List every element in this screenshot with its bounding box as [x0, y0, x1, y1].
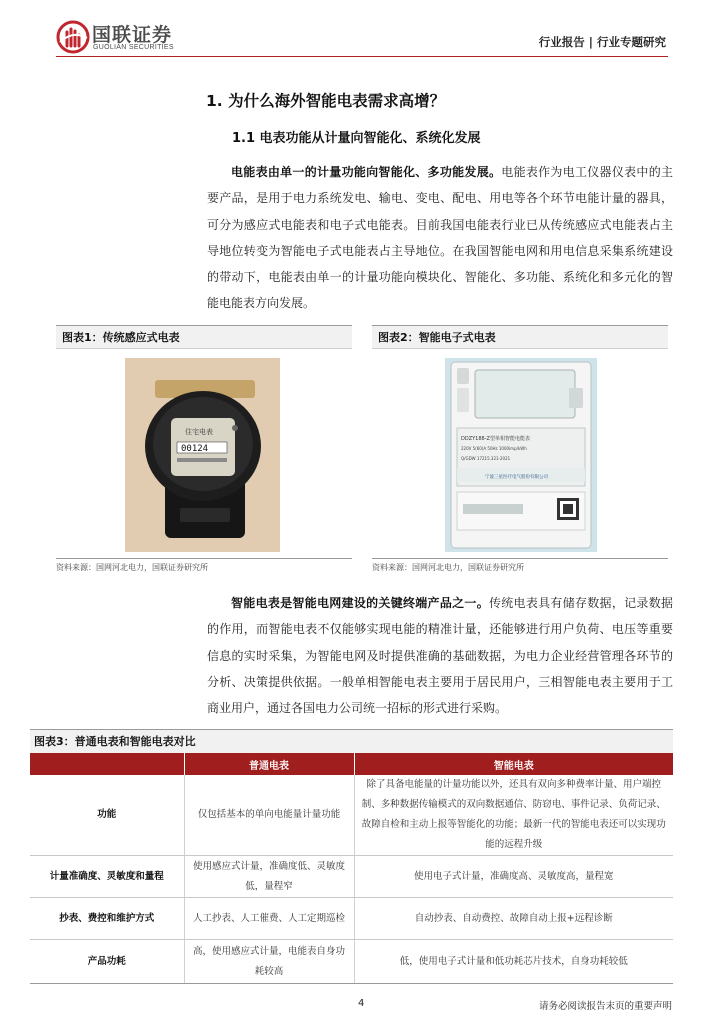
page-number: 4 — [358, 998, 365, 1009]
section-title: 1. 为什么海外智能电表需求高增？ — [206, 92, 446, 110]
table-cell: 使用感应式计量，准确度低、灵敏度低，量程窄 — [184, 856, 354, 898]
table-row — [30, 940, 673, 984]
row-label: 产品功耗 — [30, 940, 184, 984]
table-row — [30, 856, 673, 898]
logo-text-en: GUOLIAN SECURITIES — [93, 44, 174, 51]
figure-2-image — [445, 358, 597, 552]
paragraph-2-lead: 智能电表是智能电网建设的关键终端产品之一。 — [231, 596, 489, 610]
table-cell: 仅包括基本的单向电能量计量功能 — [184, 775, 354, 856]
smart-meter-photo — [445, 358, 597, 552]
figure-2-source: 资料来源：国网河北电力，国联证券研究所 — [372, 558, 668, 573]
table-cell: 使用电子式计量，准确度高、灵敏度高，量程宽 — [354, 856, 673, 898]
table-row — [30, 775, 673, 856]
table-cell: 除了具备电能量的计量功能以外，还具有双向多种费率计量、用户端控制、多种数据传输模式的双向数据通信、防窃电、事件记录、负荷记录、故障自检和主动上报等智能化的功能；最新一代的智能电表还可以实现功能的远程升级 — [354, 775, 673, 856]
subsection-title: 1.1 电表功能从计量向智能化、系统化发展 — [232, 131, 481, 146]
induction-meter-photo — [125, 358, 280, 552]
table-title: 图表3：普通电表和智能电表对比 — [30, 729, 673, 753]
table-cell: 自动抄表、自动费控、故障自动上报+远程诊断 — [354, 898, 673, 940]
table-cell: 高，使用感应式计量，电能表自身功耗较高 — [184, 940, 354, 984]
meter-digits: 00124 — [181, 444, 209, 454]
meter-label: 住宅电表 — [185, 428, 213, 436]
company-logo — [56, 20, 186, 54]
paragraph-1-body: 电能表作为电工仪器仪表中的主要产品，是用于电力系统发电、输电、变电、配电、用电等各个环节电能计量的器具，可分为感应式电能表和电子式电能表。目前我国电能表行业已从传统感应式电能表占主导地位转变为智能电子式电能表占主导地位。在我国智能电网和用电信息采集系统建设的带动下，电能表由单一的计量功能向模块化、智能化、多功能、系统化和多元化的智能电能表方向发展。 — [207, 165, 673, 311]
logo-emblem-icon — [56, 20, 90, 54]
figure-2-title: 图表2：智能电子式电表 — [372, 325, 668, 349]
row-label: 抄表、费控和维护方式 — [30, 898, 184, 940]
table-header-cell: 智能电表 — [354, 753, 673, 775]
meter-maker: 宁波三星医疗电气股份有限公司 — [485, 475, 548, 480]
meter-spec: 220V 5(60)A 50Hz 1000imp/kWh — [461, 446, 527, 451]
row-label: 功能 — [30, 775, 184, 856]
logo-text-cn: 国联证券 — [92, 24, 173, 46]
table-cell: 人工抄表、人工催费、人工定期巡检 — [184, 898, 354, 940]
table-header-row — [30, 753, 673, 775]
paragraph-2 — [207, 590, 673, 721]
figure-1-source: 资料来源：国网河北电力，国联证券研究所 — [56, 558, 352, 573]
header-divider — [56, 56, 668, 57]
report-type: 行业报告 | 行业专题研究 — [538, 35, 666, 49]
paragraph-1-lead: 电能表由单一的计量功能向智能化、多功能发展。 — [231, 165, 502, 179]
table-header-cell — [30, 753, 184, 775]
figure-1-title: 图表1：传统感应式电表 — [56, 325, 352, 349]
row-label: 计量准确度、灵敏度和量程 — [30, 856, 184, 898]
table-row — [30, 898, 673, 940]
meter-standard: Q/GDW 17215.321-2021 — [461, 456, 511, 461]
meter-model: DDZY188-Z型单相智能电能表 — [461, 436, 530, 442]
table-cell: 低，使用电子式计量和低功耗芯片技术，自身功耗较低 — [354, 940, 673, 984]
table-header-cell: 普通电表 — [184, 753, 354, 775]
footer-disclaimer: 请务必阅读报告末页的重要声明 — [538, 1001, 672, 1012]
paragraph-2-body: 传统电表具有储存数据，记录数据的作用，而智能电表不仅能够实现电能的精准计量，还能够进行用户负荷、电压等重要信息的实时采集，为智能电网及时提供准确的基础数据，为电力企业经营管理各环节的分析、决策提供依据。一般单相智能电表主要用于居民用户，三相智能电表主要用于工商业用户，通过各国电力公司统一招标的形式进行采购。 — [207, 596, 673, 716]
comparison-table — [30, 753, 673, 984]
figure-1-image — [125, 358, 280, 552]
paragraph-1 — [207, 159, 673, 317]
